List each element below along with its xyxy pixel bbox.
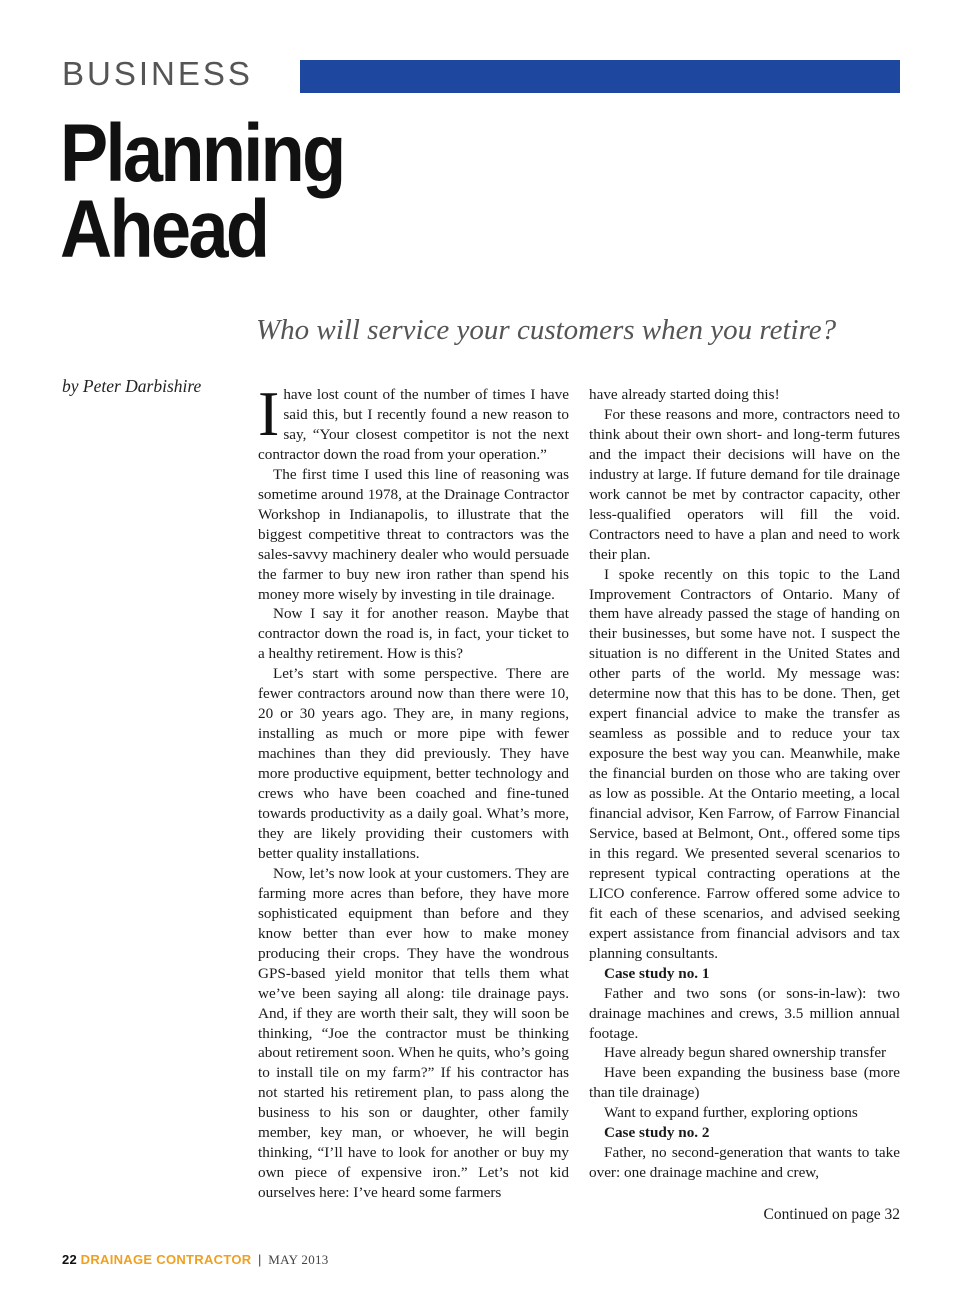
paragraph: Father, no second-generation that wants to take over: one drainage machine and crew, bbox=[589, 1144, 900, 1182]
paragraph: For these reasons and more, contractors need to think about their own short- and long-term futures and the impact their decisions will have on the industry at large. If future demand for tile drainage work cannot be met by contractor capacity, other less-qualified operators will fill the void. Contractors need to have a plan and need to work their plan. bbox=[589, 405, 900, 563]
continued-note: Continued on page 32 bbox=[763, 1206, 900, 1223]
paragraph: Have already begun shared ownership transfer bbox=[604, 1044, 887, 1062]
paragraph bbox=[258, 378, 569, 465]
section-header bbox=[62, 52, 900, 96]
article-column-2 bbox=[589, 385, 900, 1183]
headline-line-1: Planning bbox=[60, 108, 344, 199]
page-footer bbox=[62, 1252, 329, 1268]
byline: by Peter Darbishire bbox=[62, 376, 202, 396]
page-number: 22 bbox=[62, 1252, 78, 1267]
paragraph: I spoke recently on this topic to the Land Improvement Contractors of Ontario. Many of them have already passed the stage of handing on their businesses, but some have not. I suspect the situation is no different in the United States and other parts of the world. My message was: determine now that this has to be done. Then, get expert financial advice to make the transfer as seamless as possible and to reduce your tax exposure the best way you can. Meanwhile, make the financial burden on those who are taking over as low as possible. At the Ontario meeting, a local financial advisor, Ken Farrow, of Farrow Financial Service, based at Belmont, Ont., offered some tips in this regard. We presented several scenarios to represent typical contracting operations at the LICO conference. Farrow offered some advice to fit each of these scenarios, and advised seeking expert assistance from financial advisors and tax planning consultants. bbox=[589, 565, 900, 962]
paragraph: Let’s start with some perspective. There are fewer contractors around now than there were 10, 20 or 30 years ago. They are, in many regions, installing as much or more pipe with fewer machines than they did previously. They have more productive equipment, better technology and crews who have been coached and fine-tuned towards productivity as a daily goal. What’s more, they are likely providing their customers with better quality installations. bbox=[258, 665, 569, 862]
footer-separator: | bbox=[258, 1252, 262, 1267]
deck: Who will service your customers when you retire? bbox=[256, 314, 837, 346]
paragraph: Want to expand further, exploring options bbox=[604, 1104, 858, 1122]
paragraph: have already started doing this! bbox=[589, 386, 780, 403]
article-column-1 bbox=[258, 378, 569, 1203]
section-bar bbox=[300, 60, 900, 93]
paragraph: Now I say it for another reason. Maybe that contractor down the road is, in fact, your ticket to a healthy retirement. How is this? bbox=[258, 605, 569, 663]
section-label: BUSINESS bbox=[62, 55, 253, 92]
paragraph-text: have lost count of the number of times I have said this, but I recently found a new reason to say, “Your closest competitor is not the next contractor down the road from your operation.” bbox=[258, 386, 569, 463]
dropcap: I bbox=[258, 378, 280, 449]
paragraph: Now, let’s now look at your customers. They are farming more acres than before, they have more sophisticated equipment than before and they know better than ever how to make money producing their crops. They have the wondrous GPS-based yield monitor that tells them what we’ve been saying all along: tile drainage pays. And, if they are worth their salt, they will soon be thinking, “Joe the contractor must be thinking about retirement soon. When he quits, who’s going to install tile on my farm?” If his contractor has not started his retirement plan, to pass along the business to his son or daughter, other family member, key man, or whoever, he will begin thinking, “I’ll have to look for another or buy my own piece of expensive iron.” Let’s not kid ourselves here: I’ve heard some farmers bbox=[258, 864, 569, 1202]
magazine-name: DRAINAGE CONTRACTOR bbox=[80, 1252, 252, 1267]
case-study-heading: Case study no. 1 bbox=[604, 964, 710, 982]
headline bbox=[60, 108, 344, 275]
issue-date: MAY 2013 bbox=[268, 1252, 329, 1267]
paragraph: Have been expanding the business base (more than tile drainage) bbox=[589, 1064, 900, 1102]
paragraph: Father and two sons (or sons-in-law): two drainage machines and crews, 3.5 million annual footage. bbox=[589, 984, 900, 1042]
headline-line-2: Ahead bbox=[60, 184, 268, 275]
paragraph: The first time I used this line of reasoning was sometime around 1978, at the Drainage Contractor Workshop in Indianapolis, to illustrate that the biggest competitive threat to contractors was the sales-savvy machinery dealer who would persuade the farmer to buy new iron rather than spend his money more wisely by investing in tile drainage. bbox=[258, 465, 569, 603]
case-study-heading: Case study no. 2 bbox=[604, 1124, 710, 1142]
